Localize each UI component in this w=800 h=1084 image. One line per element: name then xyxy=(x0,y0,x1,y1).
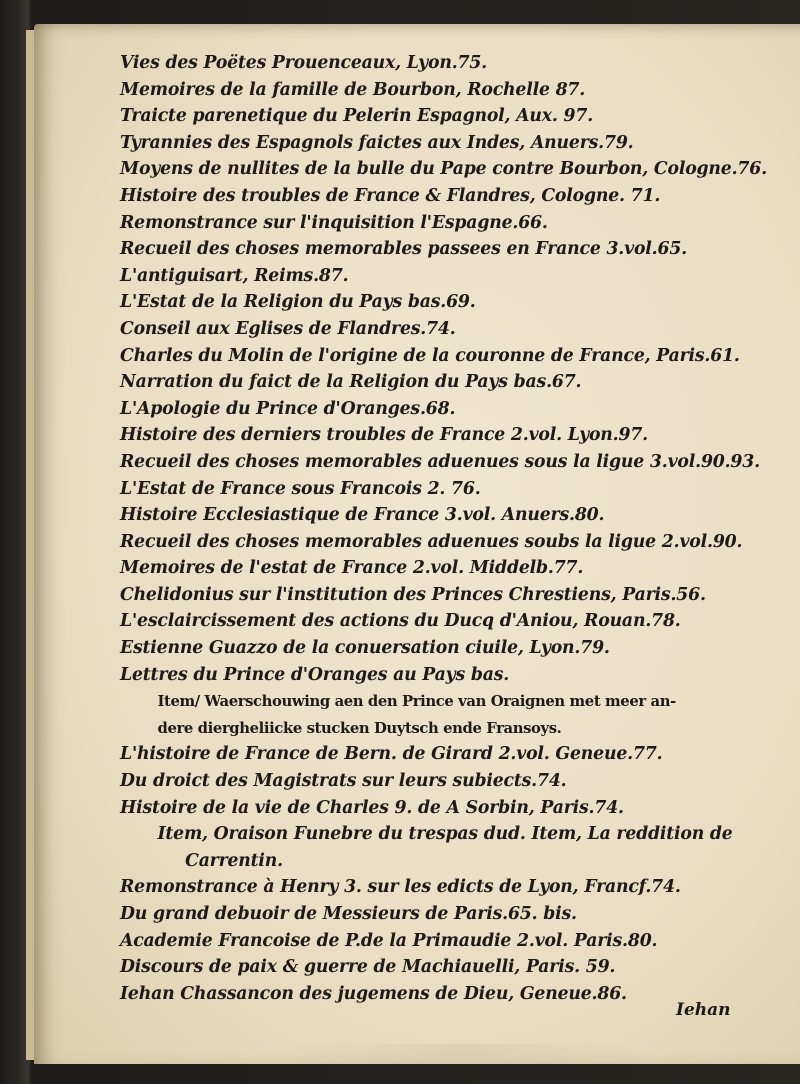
list-entry: Conseil aux Eglises de Flandres.74. xyxy=(120,318,456,339)
list-entry: Narration du faict de la Religion du Pays bas.67. xyxy=(120,372,582,393)
list-entry: Traicte parenetique du Pelerin Espagnol, Aux. 97. xyxy=(120,106,594,127)
list-entry: L'esclaircissement des actions du Ducq d'Aniou, Rouan.78. xyxy=(120,611,681,632)
list-entry: Memoires de la famille de Bourbon, Rochelle 87. xyxy=(120,79,586,100)
list-entry: Du droict des Magistrats sur leurs subiects.74. xyxy=(120,771,567,792)
list-entry: Lettres du Prince d'Oranges au Pays bas. xyxy=(120,664,510,685)
list-entry: Recueil des choses memorables aduenues soubs la ligue 2.vol.90. xyxy=(120,531,743,552)
list-entry: Histoire Ecclesiastique de France 3.vol. Anuers.80. xyxy=(120,505,605,526)
list-entry: Iehan Chassancon des jugemens de Dieu, Geneue.86. xyxy=(120,983,627,1004)
book-list xyxy=(120,50,780,1007)
list-entry: L'histoire de France de Bern. de Girard 2.vol. Geneue.77. xyxy=(120,744,663,765)
list-entry: Vies des Poëtes Prouenceaux, Lyon.75. xyxy=(120,53,488,73)
list-entry: Discours de paix & guerre de Machiauelli, Paris. 59. xyxy=(120,957,616,978)
blackletter-entry: dere diergheliicke stucken Duytsch ende Fransoys. xyxy=(157,718,562,737)
list-entry: Moyens de nullites de la bulle du Pape contre Bourbon, Cologne.76. xyxy=(120,159,767,180)
list-entry: L'antiguisart, Reims.87. xyxy=(120,265,349,286)
list-entry: Estienne Guazzo de la conuersation ciuile, Lyon.79. xyxy=(120,638,610,659)
list-entry: Du grand debuoir de Messieurs de Paris.65. bis. xyxy=(120,904,577,924)
list-entry: Remonstrance sur l'inquisition l'Espagne.66. xyxy=(120,212,548,233)
catchword: Iehan xyxy=(676,1000,731,1020)
blackletter-entry: Item/ Waerschouwing aen den Prince van Oraignen met meer an- xyxy=(157,692,676,711)
list-entry: Remonstrance à Henry 3. sur les edicts de Lyon, Francf.74. xyxy=(120,877,681,898)
list-entry: Histoire de la vie de Charles 9. de A Sorbin, Paris.74. xyxy=(120,797,624,818)
list-entry: Histoire des derniers troubles de France 2.vol. Lyon.97. xyxy=(120,425,648,446)
list-entry: Histoire des troubles de France & Flandres, Cologne. 71. xyxy=(120,185,661,206)
list-entry: Academie Francoise de P.de la Primaudie 2.vol. Paris.80. xyxy=(120,930,658,951)
item-entry: Carrentin. xyxy=(185,850,283,871)
list-entry: Chelidonius sur l'institution des Princes Chrestiens, Paris.56. xyxy=(120,584,706,605)
list-entry: L'Estat de France sous Francois 2. 76. xyxy=(120,478,481,499)
show-through xyxy=(274,1044,654,1064)
list-entry: L'Estat de la Religion du Pays bas.69. xyxy=(120,292,476,313)
list-entry: Tyrannies des Espagnols faictes aux Indes, Anuers.79. xyxy=(120,132,634,153)
list-entry: Memoires de l'estat de France 2.vol. Middelb.77. xyxy=(120,558,584,579)
list-entry: Recueil des choses memorables passees en France 3.vol.65. xyxy=(120,239,687,260)
list-entry: L'Apologie du Prince d'Oranges.68. xyxy=(120,398,456,419)
list-entry: Recueil des choses memorables aduenues sous la ligue 3.vol.90.93. xyxy=(120,451,760,472)
item-entry: Item, Oraison Funebre du trespas dud. Item, La reddition de xyxy=(157,824,733,845)
list-entry: Charles du Molin de l'origine de la couronne de France, Paris.61. xyxy=(120,345,740,366)
